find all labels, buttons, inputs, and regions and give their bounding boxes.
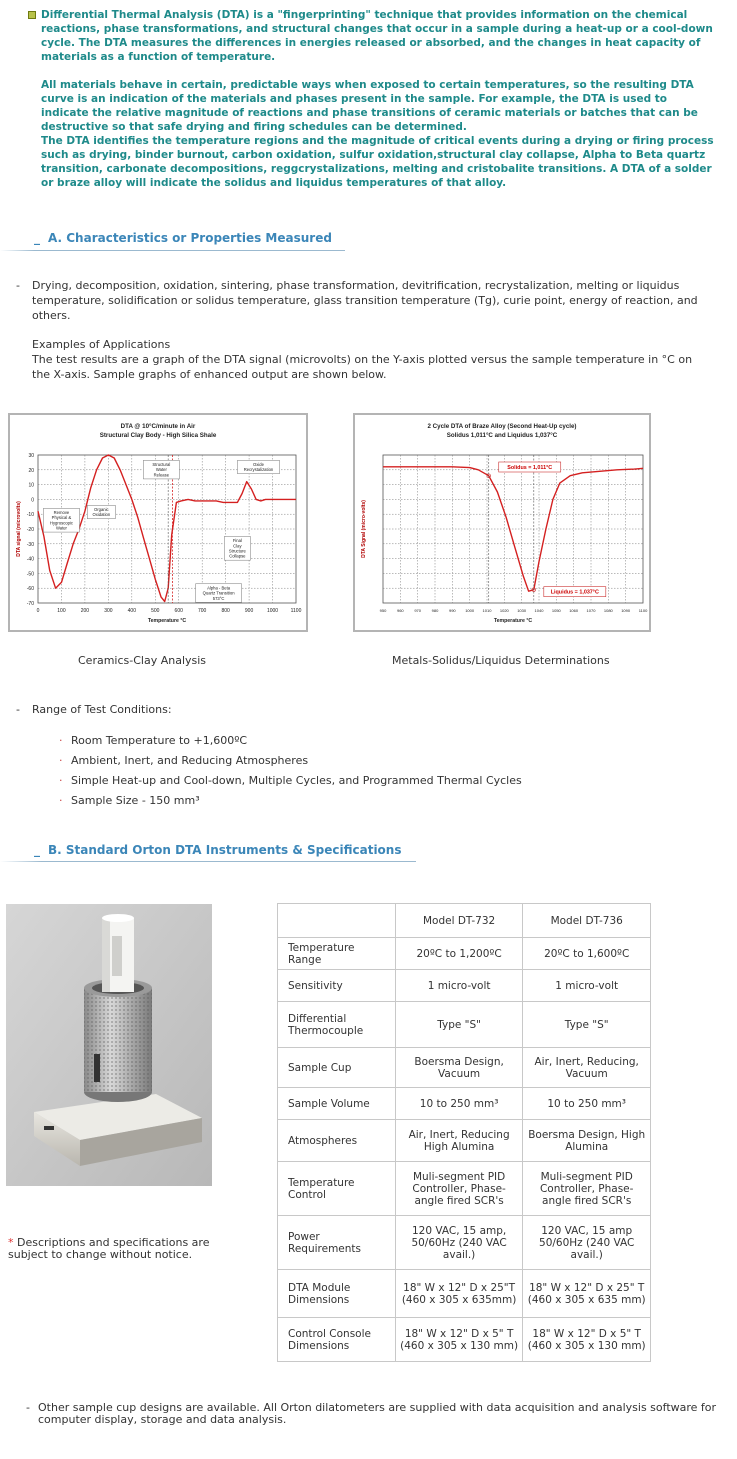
table-header-row xyxy=(278,904,651,938)
footer-dash: - xyxy=(26,1401,30,1414)
column-header-dt732: Model DT-732 xyxy=(395,904,523,938)
x-tick-label: 960 xyxy=(396,608,404,613)
y-tick-label: -50 xyxy=(26,571,34,578)
section-b-underline xyxy=(0,861,416,862)
braze-dta-chart-panel xyxy=(353,413,651,632)
spec-table xyxy=(277,903,651,1362)
annotation-text: Alpha - Beta xyxy=(207,585,231,591)
y-tick-label: -20 xyxy=(26,527,34,533)
x-axis-label: Temperature °C xyxy=(147,618,187,624)
list-item: · Simple Heat-up and Cool-down, Multiple Cycles, and Programmed Thermal Cycles xyxy=(59,771,659,791)
x-tick-label: 200 xyxy=(80,608,90,614)
annotation-text: Recrystalization xyxy=(243,467,274,473)
y-tick-label: 0 xyxy=(31,497,34,504)
annotation-oxide-recrystalization xyxy=(237,460,279,473)
table-row: Differential Thermocouple Type "S" Type "S" xyxy=(278,1002,651,1048)
table-row: Control Console Dimensions 18" W x 12" D x 5" T (460 x 305 x 130 mm) 18" W x 12" D x 5" T (460 x 305 x 130 mm) xyxy=(278,1318,651,1362)
x-tick-label: 1080 xyxy=(603,608,613,613)
y-tick-label: -40 xyxy=(26,556,34,563)
bullet-dot-icon: · xyxy=(59,774,63,787)
footer-note xyxy=(26,1402,726,1426)
y-axis-label: DTA signal (microvolts) xyxy=(16,501,22,557)
bullet-dot-icon: · xyxy=(59,734,63,747)
x-tick-label: 700 xyxy=(198,608,207,614)
chart-subtitle: Solidus 1,011°C and Liquidus 1,037°C xyxy=(446,432,558,439)
annotation-text: Physical & xyxy=(51,515,72,521)
y-tick-label: 10 xyxy=(28,482,34,489)
annotation-text: Water xyxy=(155,467,167,473)
intro-paragraph-1: Differential Thermal Analysis (DTA) is a "fingerprinting" technique that provides information on the chemical reactions, phase transformations, and structural changes that occur in a sample during a heat-up or a cool-down cycle. The DTA measures the differences in energies released or absorbed, and the changes in heat capacity of materials as a function of temperature. xyxy=(41,9,713,63)
table-row: Temperature Range 20ºC to 1,200ºC 20ºC to 1,600ºC xyxy=(278,938,651,970)
clay-dta-chart xyxy=(10,415,306,630)
x-tick-label: 1050 xyxy=(551,608,561,613)
examples-block xyxy=(16,337,706,382)
annotation-quartz-transition xyxy=(196,584,242,603)
column-header-dt736: Model DT-736 xyxy=(523,904,651,938)
x-tick-label: 1090 xyxy=(621,608,631,613)
y-tick-label: -70 xyxy=(26,601,34,607)
annotation-liquidus xyxy=(544,587,606,597)
examples-text: The test results are a graph of the DTA signal (microvolts) on the Y-axis plotted versus the sample temperature in °C on the X-axis. Sample graphs of enhanced output are shown below. xyxy=(32,353,693,381)
annotation-clay-collapse xyxy=(224,536,250,560)
properties-item xyxy=(16,278,706,323)
x-tick-label: 1060 xyxy=(569,608,579,613)
disclaimer-text: Descriptions and specifications are subject to change without notice. xyxy=(8,1236,210,1261)
range-header xyxy=(16,702,616,717)
x-tick-label: 1070 xyxy=(586,608,596,613)
list-item: · Room Temperature to +1,600ºC xyxy=(59,731,659,751)
annotation-text: Remove xyxy=(53,509,70,515)
intro-paragraph-2: All materials behave in certain, predictable ways when exposed to certain temperatures, so the resulting DTA curve is an indication of the materials and phases present in the sample. For example, the DTA is used to indicate the relative magnitude of reactions and phase transitions of ceramic materials or batches that can be destructive so that safe drying and firing schedules can be determined. xyxy=(41,79,698,133)
section-b-dash: _ xyxy=(34,843,40,857)
y-tick-label: 20 xyxy=(28,467,34,474)
annotation-text: Oxide xyxy=(252,462,264,468)
x-tick-label: 970 xyxy=(414,608,422,613)
x-tick-label: 300 xyxy=(104,608,113,614)
annotation-solidus xyxy=(499,462,561,472)
intro-block xyxy=(28,8,718,190)
caption-ceramics: Ceramics-Clay Analysis xyxy=(78,654,207,667)
table-row: Sample Volume 10 to 250 mm³ 10 to 250 mm³ xyxy=(278,1088,651,1120)
x-tick-label: 1000 xyxy=(465,608,475,613)
annotation-text: Collapse xyxy=(229,553,246,559)
section-a-header xyxy=(34,231,332,245)
y-tick-label: 30 xyxy=(28,453,34,459)
x-tick-label: 1030 xyxy=(517,608,527,613)
annotation-text: Oxidation xyxy=(92,512,111,518)
x-tick-label: 400 xyxy=(127,608,136,614)
x-tick-label: 500 xyxy=(151,608,160,614)
disclaimer-note xyxy=(8,1237,213,1261)
annotation-text: Water xyxy=(55,525,67,531)
section-a-underline xyxy=(0,250,345,251)
bullet-dot-icon: · xyxy=(59,794,63,807)
clay-dta-chart-panel xyxy=(8,413,308,632)
x-tick-label: 1100 xyxy=(290,608,302,614)
section-b-header xyxy=(34,843,402,857)
x-tick-label: 1040 xyxy=(534,608,544,613)
braze-dta-chart xyxy=(355,415,649,630)
table-row: Sample Cup Boersma Design, Vacuum Air, Inert, Reducing, Vacuum xyxy=(278,1048,651,1088)
x-tick-label: 0 xyxy=(36,608,40,614)
range-dash: - xyxy=(16,703,20,716)
table-row: Atmospheres Air, Inert, Reducing High Alumina Boersma Design, High Alumina xyxy=(278,1120,651,1162)
y-tick-label: -60 xyxy=(26,586,34,593)
y-tick-label: -30 xyxy=(26,541,34,548)
properties-block xyxy=(16,278,706,382)
annotation-text: 573°C xyxy=(212,595,225,601)
annotation-organic-oxidation xyxy=(87,505,115,518)
caption-metals: Metals-Solidus/Liquidus Determinations xyxy=(392,654,610,667)
annotation-text: Clay xyxy=(233,543,242,549)
annotation-text: Quartz Transition xyxy=(202,590,235,596)
annotation-remove-water xyxy=(43,508,79,532)
y-axis-label: DTA Signal (micro-volts) xyxy=(361,500,367,558)
x-tick-label: 990 xyxy=(448,608,456,613)
chart-title: DTA @ 10°C/minute in Air xyxy=(120,423,196,430)
section-a-title: A. Characteristics or Properties Measured xyxy=(48,231,332,245)
range-list xyxy=(59,731,659,811)
annotation-text: Solidus = 1,011°C xyxy=(507,465,553,471)
x-axis-label: Temperature °C xyxy=(493,618,533,624)
examples-title: Examples of Applications xyxy=(32,338,171,351)
annotation-text: Final xyxy=(232,538,242,544)
table-row: Power Requirements 120 VAC, 15 amp, 50/60Hz (240 VAC avail.) 120 VAC, 15 amp 50/60Hz (240 VAC avail.) xyxy=(278,1216,651,1270)
annotation-structural-water xyxy=(143,460,179,479)
list-item: · Sample Size - 150 mm³ xyxy=(59,791,659,811)
x-tick-label: 950 xyxy=(379,608,387,613)
chart-subtitle: Structural Clay Body - High Silica Shale xyxy=(99,432,217,439)
list-item: · Ambient, Inert, and Reducing Atmospheres xyxy=(59,751,659,771)
x-tick-label: 600 xyxy=(174,608,183,614)
annotation-text: Organic xyxy=(93,507,109,513)
x-tick-label: 1010 xyxy=(482,608,492,613)
x-tick-label: 1020 xyxy=(499,608,509,613)
dta-instrument-photo xyxy=(6,904,212,1186)
table-row: DTA Module Dimensions 18" W x 12" D x 25"T (460 x 305 x 635mm) 18" W x 12" D x 25" T (460 x 305 x 635 mm) xyxy=(278,1270,651,1318)
x-tick-label: 800 xyxy=(221,608,230,614)
bullet-dot-icon: · xyxy=(59,754,63,767)
annotation-text: Hygroscopic xyxy=(49,520,73,526)
table-row: Temperature Control Muli-segment PID Controller, Phase-angle fired SCR's Muli-segment PID Controller, Phase-angle fired SCR's xyxy=(278,1162,651,1216)
x-tick-label: 1000 xyxy=(266,608,279,614)
x-tick-label: 900 xyxy=(244,608,254,614)
x-tick-label: 100 xyxy=(57,608,66,614)
x-tick-label: 1100 xyxy=(638,608,648,613)
annotation-text: Release xyxy=(153,472,170,478)
annotation-text: Liquidus = 1,037°C xyxy=(550,589,599,596)
asterisk-icon: * xyxy=(8,1236,14,1249)
section-a-dash: _ xyxy=(34,231,40,245)
x-tick-label: 980 xyxy=(431,608,439,613)
annotation-text: Structure xyxy=(228,548,246,554)
intro-paragraph-3: The DTA identifies the temperature regions and the magnitude of critical events during a drying or firing process such as drying, binder burnout, carbon oxidation, sulfur oxidation,structural clay collapse, Alpha to Beta quartz transition, carbonate decompositions, reggcrystalizations, melting and cristobalite transitions. A DTA of a solder or braze alloy will indicate the solidus and liquidus temperatures of that alloy. xyxy=(41,135,714,189)
range-title: Range of Test Conditions: xyxy=(32,703,172,716)
properties-text: Drying, decomposition, oxidation, sintering, phase transformation, devitrification, recrystalization, melting or liquidus temperature, solidification or solidus temperature, glass transition temperature (Tg), curie point, energy of reaction, and others. xyxy=(32,279,698,322)
properties-dash: - xyxy=(16,279,20,292)
footer-text: Other sample cup designs are available. All Orton dilatometers are supplied with data acquisition and analysis software for computer display, storage and data analysis. xyxy=(38,1401,717,1426)
annotation-text: Structural xyxy=(152,462,171,468)
y-tick-label: -10 xyxy=(26,512,34,519)
table-row: Sensitivity 1 micro-volt 1 micro-volt xyxy=(278,970,651,1002)
square-bullet-icon xyxy=(28,11,36,19)
chart-title: 2 Cycle DTA of Braze Alloy (Second Heat-Up cycle) xyxy=(427,423,577,430)
section-b-title: B. Standard Orton DTA Instruments & Specifications xyxy=(48,843,402,857)
